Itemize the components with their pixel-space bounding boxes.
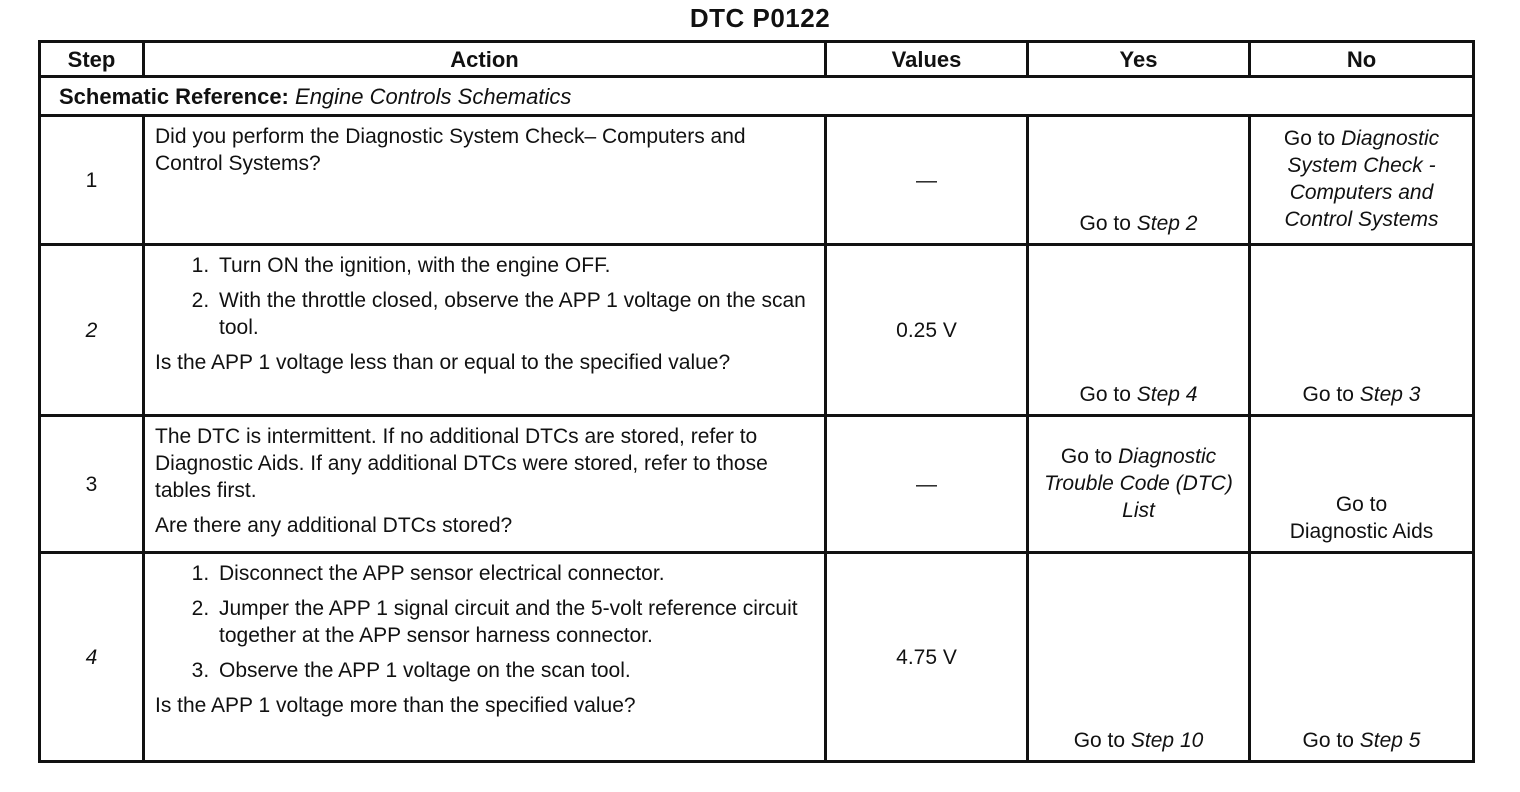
substep-item: 1. Disconnect the APP sensor electrical connector. bbox=[215, 560, 814, 587]
table-row bbox=[40, 553, 1474, 762]
no-prefix: Go to bbox=[1302, 383, 1354, 406]
value-cell: 0.25 V bbox=[826, 245, 1028, 416]
no-link: Step 3 bbox=[1359, 383, 1421, 406]
value-cell: 4.75 V bbox=[826, 553, 1028, 762]
substep-item: 3. Observe the APP 1 voltage on the scan tool. bbox=[215, 657, 814, 684]
no-link: Step 5 bbox=[1359, 729, 1421, 752]
step-number: 4 bbox=[40, 553, 144, 762]
step-number: 2 bbox=[40, 245, 144, 416]
no-link: Diagnostic System Check - Computers and Control Systems bbox=[1284, 127, 1440, 231]
substep-item: 2. With the throttle closed, observe the APP 1 voltage on the scan tool. bbox=[215, 287, 814, 341]
yes-link: Step 10 bbox=[1130, 729, 1204, 752]
yes-prefix: Go to bbox=[1079, 383, 1131, 406]
action-cell bbox=[144, 553, 826, 762]
table-row bbox=[40, 245, 1474, 416]
diagnostic-table bbox=[38, 40, 1475, 763]
page-title: DTC P0122 bbox=[689, 3, 831, 33]
yes-cell bbox=[1028, 416, 1250, 553]
table-row bbox=[40, 116, 1474, 245]
header-action: Action bbox=[144, 42, 826, 77]
yes-link: Diagnostic Trouble Code (DTC) List bbox=[1044, 444, 1233, 522]
question-text: Is the APP 1 voltage less than or equal to the specified value? bbox=[155, 351, 731, 374]
yes-link: Step 4 bbox=[1136, 383, 1198, 406]
substep-item: 2. Jumper the APP 1 signal circuit and the 5-volt reference circuit together at the APP sensor harness connector. bbox=[215, 595, 814, 649]
schematic-link: Engine Controls Schematics bbox=[295, 83, 572, 109]
no-cell bbox=[1250, 245, 1474, 416]
yes-cell bbox=[1028, 553, 1250, 762]
no-prefix: Go to bbox=[1302, 729, 1354, 752]
value-cell: — bbox=[826, 416, 1028, 553]
substep-list bbox=[155, 252, 814, 341]
no-link: Diagnostic Aids bbox=[1289, 520, 1434, 543]
schematic-row bbox=[40, 77, 1474, 116]
no-prefix: Go to bbox=[1283, 127, 1336, 150]
header-no: No bbox=[1250, 42, 1474, 77]
action-cell bbox=[144, 245, 826, 416]
yes-link: Step 2 bbox=[1136, 212, 1198, 235]
yes-prefix: Go to bbox=[1079, 212, 1131, 235]
schematic-reference bbox=[40, 77, 1474, 116]
no-prefix: Go to bbox=[1335, 493, 1388, 516]
header-step: Step bbox=[40, 42, 144, 77]
substep-list bbox=[155, 560, 814, 684]
yes-prefix: Go to bbox=[1060, 444, 1113, 468]
no-cell bbox=[1250, 416, 1474, 553]
action-cell bbox=[144, 116, 826, 245]
schematic-label: Schematic Reference: bbox=[59, 83, 289, 109]
step-number: 3 bbox=[40, 416, 144, 553]
table-row bbox=[40, 416, 1474, 553]
header-values: Values bbox=[826, 42, 1028, 77]
substep-item: 1. Turn ON the ignition, with the engine OFF. bbox=[215, 252, 814, 279]
action-text: Did you perform the Diagnostic System Check– Computers and Control Systems? bbox=[155, 125, 746, 175]
yes-cell bbox=[1028, 245, 1250, 416]
no-cell bbox=[1250, 116, 1474, 245]
step-number: 1 bbox=[40, 116, 144, 245]
question-text: Are there any additional DTCs stored? bbox=[155, 514, 513, 537]
info-text: The DTC is intermittent. If no additional DTCs are stored, refer to Diagnostic Aids. If any additional DTCs were stored, refer to those tables first. bbox=[155, 425, 768, 502]
value-cell: — bbox=[826, 116, 1028, 245]
header-row bbox=[40, 42, 1474, 77]
yes-cell bbox=[1028, 116, 1250, 245]
question-text: Is the APP 1 voltage more than the specified value? bbox=[155, 694, 636, 717]
action-cell bbox=[144, 416, 826, 553]
header-yes: Yes bbox=[1028, 42, 1250, 77]
yes-prefix: Go to bbox=[1073, 729, 1126, 752]
no-cell bbox=[1250, 553, 1474, 762]
